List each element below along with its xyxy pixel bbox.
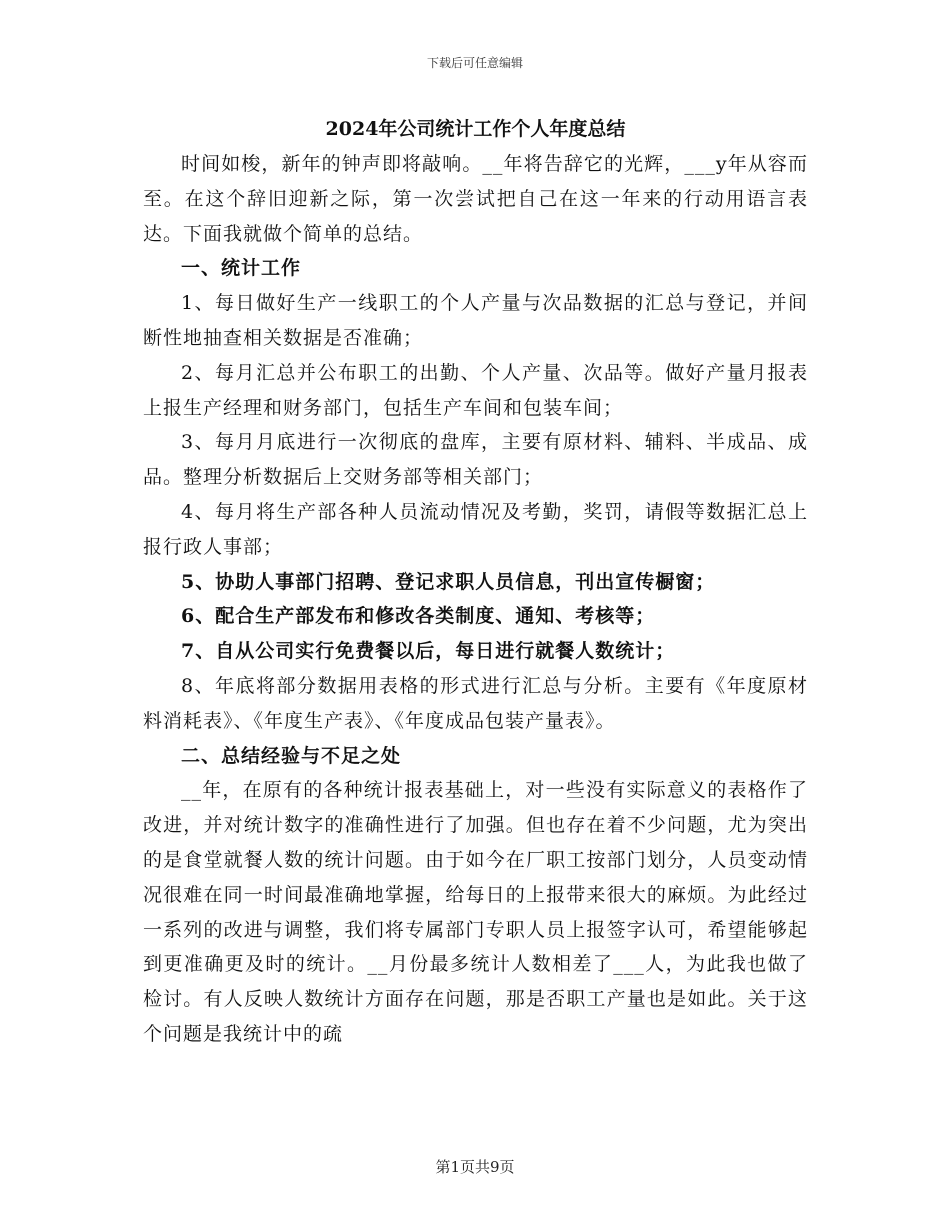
section-1-heading: 一、统计工作: [181, 257, 302, 280]
list-item-4: 4、每月将生产部各种人员流动情况及考勤，奖罚，请假等数据汇总上报行政人事部；: [143, 500, 808, 558]
section-2-heading: 二、总结经验与不足之处: [181, 744, 402, 767]
document-body: [143, 114, 808, 1052]
list-item-8: 8、年底将部分数据用表格的形式进行汇总与分析。主要有《年度原材料消耗表》、《年度生产表》、《年度成品包装产量表》。: [143, 674, 808, 732]
intro-paragraph: 时间如梭，新年的钟声即将敲响。__年将告辞它的光辉，___y年从容而至。在这个辞旧迎新之际，第一次尝试把自己在这一年来的行动用语言表达。下面我就做个简单的总结。: [143, 153, 808, 245]
section-2-paragraph: __年，在原有的各种统计报表基础上，对一些没有实际意义的表格作了改进，并对统计数字的准确性进行了加强。但也存在着不少问题，尤为突出的是食堂就餐人数的统计问题。由于如今在厂职工按部门划分，人员变动情况很难在同一时间最准确地掌握，给每日的上报带来很大的麻烦。为此经过一系列的改进与调整，我们将专属部门专职人员上报签字认可，希望能够起到更准确更及时的统计。__月份最多统计人数相差了___人，为此我也做了检讨。有人反映人数统计方面存在问题，那是否职工产量也是如此。关于这个问题是我统计中的疏: [143, 779, 808, 1045]
list-item-3: 3、每月月底进行一次彻底的盘库，主要有原材料、辅料、半成品、成品。整理分析数据后上交财务部等相关部门；: [143, 431, 808, 489]
list-item-5: 5、协助人事部门招聘、登记求职人员信息，刊出宣传橱窗；: [181, 570, 716, 593]
document-title: 2024年公司统计工作个人年度总结: [325, 118, 626, 140]
list-item-7: 7、自从公司实行免费餐以后，每日进行就餐人数统计；: [181, 640, 676, 663]
list-item-6: 6、配合生产部发布和修改各类制度、通知、考核等；: [181, 605, 656, 628]
page-footer: 第1页共9页: [435, 1158, 515, 1176]
list-item-1: 1、每日做好生产一线职工的个人产量与次品数据的汇总与登记，并间断性地抽查相关数据是否准确；: [143, 292, 808, 349]
list-item-2: 2、每月汇总并公布职工的出勤、个人产量、次品等。做好产量月报表上报生产经理和财务部门，包括生产车间和包装车间；: [143, 361, 808, 419]
page-header: 下载后可任意编辑: [426, 56, 523, 70]
